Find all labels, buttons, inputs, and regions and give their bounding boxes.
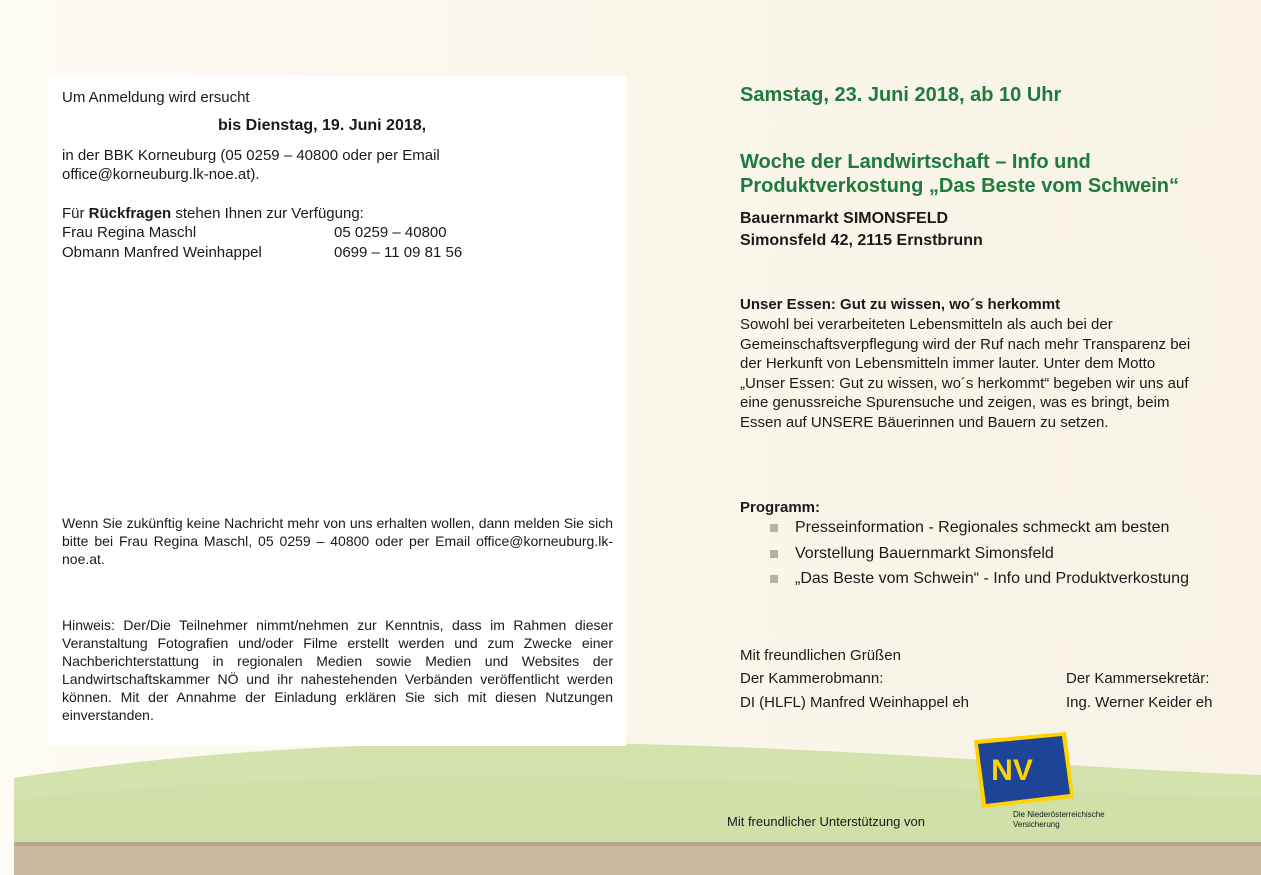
soil-strip [14,842,1261,875]
signer-1-role: Der Kammerobmann: [740,670,884,687]
contact-name: Frau Regina Maschl [62,224,197,241]
venue-name: Bauernmarkt SIMONSFELD [740,210,949,227]
unsubscribe-notice: Wenn Sie zukünftig keine Nachricht mehr von uns erhalten wollen, dann melden Sie sich bitte bei Frau Regina Maschl, 05 0259 – 40800 oder per Email office@korneuburg.lk-noe.at. [62,515,613,567]
event-date: Samstag, 23. Juni 2018, ab 10 Uhr [740,84,1062,106]
bullet-square-icon [770,524,778,532]
contact-phone: 0699 – 11 09 81 56 [334,244,463,261]
questions-line: Für Rückfragen stehen Ihnen zur Verfügung: [62,205,364,222]
registration-line-2: office@korneuburg.lk-noe.at). [62,166,260,183]
venue-address: Simonsfeld 42, 2115 Ernstbrunn [740,232,983,249]
essen-text-line: Essen auf UNSERE Bäuerinnen und Bauern zu setzen. [740,414,1109,431]
essen-text-line: Sowohl bei verarbeiteten Lebensmitteln als auch bei der [740,316,1113,333]
greeting: Mit freundlichen Grüßen [740,647,901,664]
program-item: Presseinformation - Regionales schmeckt am besten [795,519,1170,536]
program-heading: Programm: [740,499,821,516]
nv-logo-text: NV [991,754,1033,787]
contact-name: Obmann Manfred Weinhappel [62,244,262,261]
signer-2-role: Der Kammersekretär: [1066,670,1210,687]
photo-consent-notice: Hinweis: Der/Die Teilnehmer nimmt/nehmen zur Kenntnis, dass im Rahmen dieser Veranstaltung Fotografien und/oder Filme erstellt werden und zum Zwecke einer Nachberichterstattung in regionalen Medien sowie Medien und Websites der Landwirtschaftskammer NÖ und ihr nahestehenden Verbänden veröffentlicht werden können. Mit der Annahme der Einladung erklären Sie sich mit diesen Nutzungen einverstanden. [62,617,613,723]
essen-text-line: eine genussreiche Spurensuche und zeigen, was es bringt, beim [740,394,1170,411]
nv-logo [970,732,1080,812]
essen-text-line: Gemeinschaftsverpflegung wird der Ruf nach mehr Transparenz bei [740,336,1191,353]
signer-2-name: Ing. Werner Keider eh [1066,694,1213,711]
program-item: „Das Beste vom Schwein“ - Info und Produktverkostung [795,570,1189,587]
event-title-line-2: Produktverkostung „Das Beste vom Schwein“ [740,175,1180,197]
program-item: Vorstellung Bauernmarkt Simonsfeld [795,545,1054,562]
bullet-square-icon [770,550,778,558]
registration-line-1: in der BBK Korneuburg (05 0259 – 40800 oder per Email [62,147,440,164]
essen-text-line: der Herkunft von Lebensmitteln immer lauter. Unter dem Motto [740,355,1156,372]
signer-1-name: DI (HLFL) Manfred Weinhappel eh [740,694,969,711]
nv-logo-caption: Die Niederösterreichische Versicherung [1013,810,1105,829]
support-text: Mit freundlicher Unterstützung von [727,814,925,829]
registration-request: Um Anmeldung wird ersucht [62,89,250,106]
essen-text-line: „Unser Essen: Gut zu wissen, wo´s herkommt“ begeben wir uns auf [740,375,1189,392]
bullet-square-icon [770,575,778,583]
contact-phone: 05 0259 – 40800 [334,224,447,241]
registration-deadline: bis Dienstag, 19. Juni 2018, [218,117,427,134]
event-title-line-1: Woche der Landwirtschaft – Info und [740,151,1091,173]
essen-heading: Unser Essen: Gut zu wissen, wo´s herkommt [740,296,1061,313]
